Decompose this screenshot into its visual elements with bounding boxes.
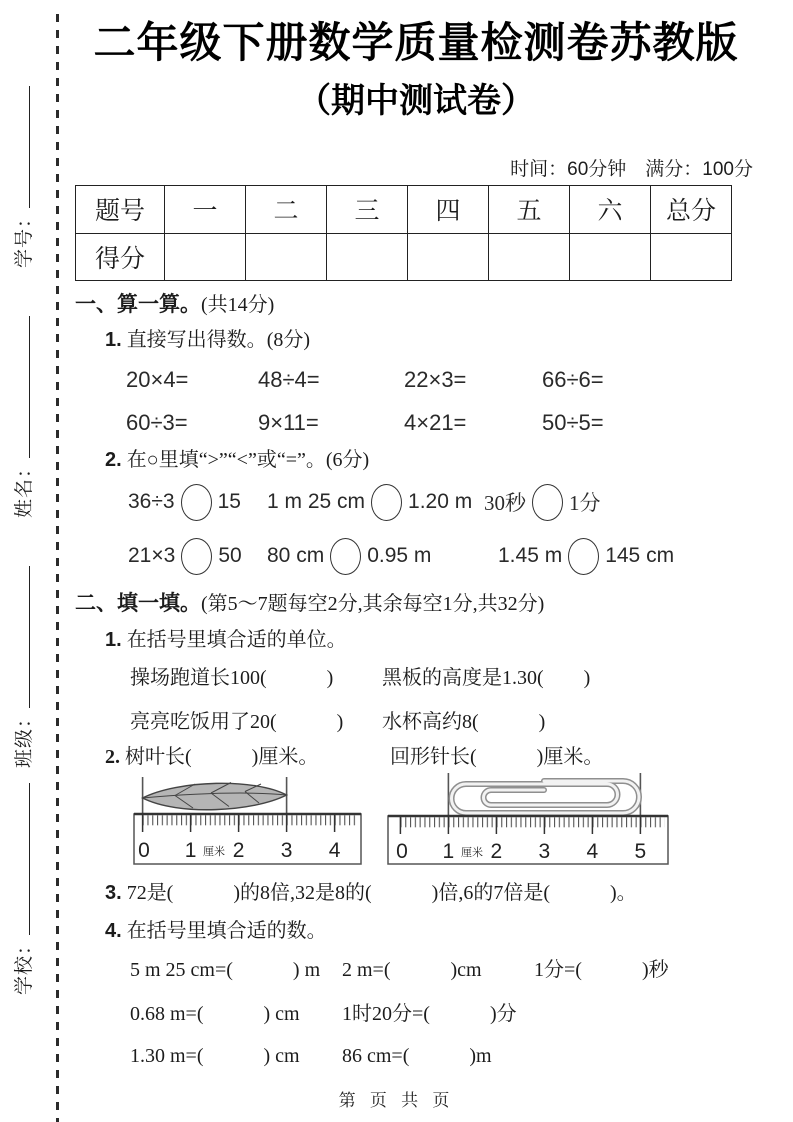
- compare-row: [75, 536, 757, 576]
- score-table-header-row: [76, 186, 732, 234]
- number-fill-row: [75, 1001, 757, 1027]
- ruler: [134, 814, 361, 864]
- score-cell: [327, 233, 408, 281]
- compare-circle: [371, 484, 402, 521]
- ruler-unit-label: 厘米: [461, 847, 483, 859]
- mental-math-row: [75, 367, 757, 393]
- ruler-number: 1: [184, 839, 197, 862]
- number-fill-row: [75, 957, 757, 983]
- margin-field-label: 学校：: [14, 934, 35, 995]
- compare-item: [128, 538, 267, 575]
- compare-right: 1.20 m: [408, 490, 473, 513]
- s2q4-instruction: [75, 918, 757, 944]
- s2q1-number: 1.: [105, 629, 122, 651]
- section1-heading: [75, 290, 757, 319]
- score-cell: [165, 233, 246, 281]
- exam-meta: 时间：60分钟 满分：100分: [510, 159, 753, 180]
- margin-field-class: [9, 566, 35, 768]
- s1q2-points: (6分): [325, 449, 370, 471]
- compare-item: [128, 484, 267, 521]
- ruler-unit-label: 厘米: [203, 846, 225, 858]
- s1q1-text: 直接写出得数。: [126, 329, 267, 351]
- section2-points: (第5～7题每空2分,其余每空1分,共32分): [201, 593, 545, 615]
- score-header-cell: 题号: [76, 186, 165, 234]
- s2q1-instruction: [75, 627, 757, 653]
- compare-right: 0.95 m: [367, 544, 432, 567]
- number-fill-row: [75, 1043, 757, 1069]
- s1q1-number: 1.: [105, 329, 122, 351]
- s2q3-text: 72是( )的8倍,32是8的( )倍,6的7倍是( )。: [126, 882, 637, 904]
- score-cell: [570, 233, 651, 281]
- ruler: [388, 816, 668, 864]
- s2q2-instruction: [75, 744, 757, 770]
- unit-fill-item: 水杯高约8( ): [382, 711, 546, 733]
- ruler-number: 2: [232, 839, 245, 862]
- score-header-cell: 五: [489, 186, 570, 234]
- blank-line: [29, 566, 30, 708]
- ruler-number: 2: [490, 840, 503, 863]
- number-fill-item: 0.68 m=( ) cm: [130, 1003, 300, 1025]
- ruler-number: 4: [586, 840, 599, 863]
- clip-question: 回形针长( )厘米。: [390, 746, 604, 768]
- math-problem: 4×21=: [404, 410, 467, 435]
- s1q2-instruction: [75, 447, 757, 473]
- s2q3-line: [75, 880, 757, 906]
- math-problem: 48÷4=: [258, 367, 320, 392]
- s1q1-points: (8分): [266, 329, 311, 351]
- score-cell: [408, 233, 489, 281]
- margin-field-label: 学号：: [14, 207, 35, 268]
- blank-line: [29, 86, 30, 208]
- ruler-number: 1: [442, 840, 455, 863]
- compare-left: 80 cm: [267, 544, 325, 567]
- binding-dashed-line: [56, 14, 59, 1122]
- s1q2-number: 2.: [105, 449, 122, 471]
- score-header-cell: 六: [570, 186, 651, 234]
- section1-title: 一、算一算。: [75, 292, 201, 316]
- score-cell: [489, 233, 570, 281]
- compare-circle: [330, 538, 361, 575]
- measuring-figures: [75, 774, 757, 866]
- compare-item: [498, 538, 674, 575]
- compare-right: 1分: [569, 491, 601, 515]
- page-subtitle: （期中测试卷）: [297, 82, 535, 120]
- math-problem: 9×11=: [258, 410, 319, 435]
- math-problem: 20×4=: [126, 367, 189, 392]
- s2q1-text: 在括号里填合适的单位。: [126, 629, 347, 651]
- compare-left: 21×3: [128, 544, 176, 567]
- compare-right: 145 cm: [605, 544, 675, 567]
- s1q2-text: 在○里填“>”“<”或“=”。: [126, 449, 326, 471]
- paper-content: [75, 0, 757, 1069]
- leaf-ruler-figure: [133, 776, 363, 866]
- blank-line: [29, 316, 30, 458]
- page-title: 二年级下册数学质量检测卷苏教版: [93, 19, 739, 66]
- margin-field-name: [9, 316, 35, 518]
- mental-math-row: [75, 410, 757, 436]
- section1-points: (共14分): [201, 294, 275, 316]
- unit-fill-row: [75, 709, 757, 735]
- number-fill-item: 1时20分=( )分: [342, 1003, 517, 1025]
- margin-field-label: 姓名：: [14, 457, 35, 518]
- number-fill-item: 1分=( )秒: [534, 959, 669, 981]
- leaf-question-text: 树叶长( )厘米。: [125, 746, 319, 768]
- score-table: [75, 185, 732, 281]
- compare-item: [267, 538, 498, 575]
- compare-circle: [532, 484, 563, 521]
- compare-circle: [181, 484, 212, 521]
- ruler-number: 5: [634, 840, 647, 863]
- s2q4-text: 在括号里填合适的数。: [126, 920, 327, 942]
- number-fill-item: 2 m=( )cm: [342, 959, 482, 981]
- compare-right: 50: [218, 544, 242, 567]
- leaf-icon: [143, 783, 287, 810]
- unit-fill-row: [75, 665, 757, 691]
- score-header-cell: 二: [246, 186, 327, 234]
- compare-left: 1.45 m: [498, 544, 563, 567]
- ruler-number: 3: [280, 839, 293, 862]
- score-header-cell: 三: [327, 186, 408, 234]
- score-header-cell: 总分: [651, 186, 732, 234]
- s1q1-instruction: [75, 327, 757, 353]
- score-cell: [246, 233, 327, 281]
- section2-heading: [75, 589, 757, 618]
- section2-title: 二、填一填。: [75, 591, 201, 615]
- unit-fill-item: 黑板的高度是1.30( ): [382, 667, 591, 689]
- score-header-cell: 四: [408, 186, 489, 234]
- compare-item: [484, 484, 601, 521]
- margin-field-label: 班级：: [14, 707, 35, 768]
- number-fill-item: 1.30 m=( ) cm: [130, 1045, 300, 1067]
- number-fill-item: 86 cm=( )m: [342, 1045, 492, 1067]
- paperclip-ruler-figure: [386, 771, 671, 866]
- page-footer: 第 页 共 页: [338, 1091, 455, 1110]
- compare-left: 1 m 25 cm: [267, 490, 366, 513]
- math-problem: 50÷5=: [542, 410, 604, 435]
- paperclip-icon: [452, 781, 639, 813]
- leaf-question: [105, 744, 390, 770]
- ruler-number: 4: [328, 839, 341, 862]
- unit-fill-item: 亮亮吃饭用了20( ): [130, 711, 344, 733]
- unit-fill-item: 操场跑道长100( ): [130, 667, 334, 689]
- score-header-cell: 一: [165, 186, 246, 234]
- compare-circle: [568, 538, 599, 575]
- math-problem: 60÷3=: [126, 410, 188, 435]
- number-fill-item: 5 m 25 cm=( ) m: [130, 959, 321, 981]
- compare-left: 30秒: [484, 491, 526, 515]
- compare-row: [75, 482, 757, 522]
- math-problem: 66÷6=: [542, 367, 604, 392]
- margin-field-school: [9, 783, 35, 995]
- blank-line: [29, 783, 30, 935]
- margin-field-student-id: [9, 86, 35, 268]
- s2q4-number: 4.: [105, 920, 122, 942]
- s2q2-number: 2.: [105, 746, 120, 768]
- ruler-number: 0: [396, 840, 408, 863]
- compare-item: [267, 484, 484, 521]
- math-problem: 22×3=: [404, 367, 467, 392]
- score-table-score-row: [76, 233, 732, 281]
- ruler-number: 3: [538, 840, 551, 863]
- score-cell: [651, 233, 732, 281]
- compare-circle: [181, 538, 212, 575]
- compare-left: 36÷3: [128, 490, 175, 513]
- score-row-label: 得分: [76, 233, 165, 281]
- compare-right: 15: [217, 490, 241, 513]
- ruler-number: 0: [138, 839, 150, 862]
- s2q3-number: 3.: [105, 882, 122, 904]
